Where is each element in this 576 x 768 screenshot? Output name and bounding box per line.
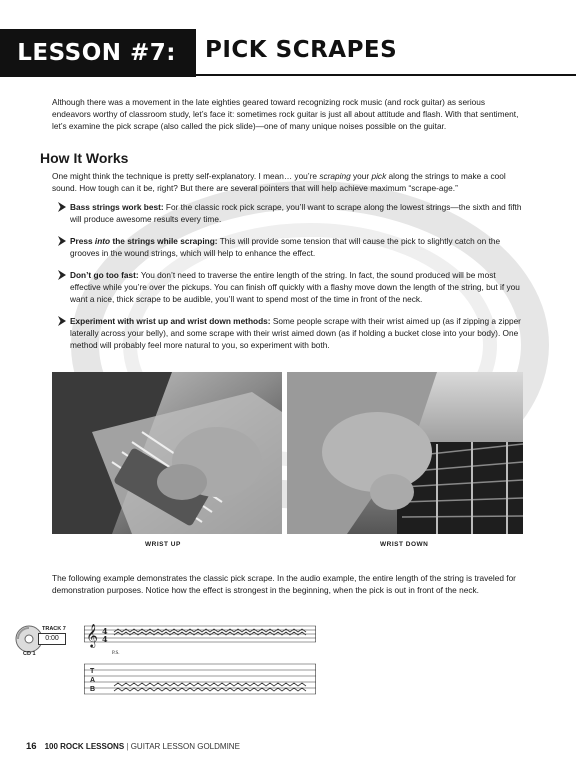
page-footer <box>26 741 240 752</box>
arrow-bullet-icon <box>58 269 70 282</box>
lesson-number: LESSON #7: <box>17 40 176 66</box>
wrist-down-caption: WRIST DOWN <box>380 541 429 548</box>
series-title: GUITAR LESSON GOLDMINE <box>130 742 240 751</box>
cd-label: CD 1 <box>23 651 36 657</box>
example-paragraph: The following example demonstrates the classic pick scrape. In the audio example, the entire length of the string is traveled for demonstration purposes. Notice how the effect is strongest in the beginning, when the pick is out in front of the neck. <box>52 573 516 596</box>
intro-paragraph: Although there was a movement in the late eighties geared toward recognizing rock music (and rock guitar) as serious endeavors worthy of classroom study, let’s face it: sometimes rock guitar is just all about attitude and flash. With that sentiment, let’s examine the pick scrape (also called the pick slide)—one of many unique noises possible on the guitar. <box>52 97 519 132</box>
section-heading: How It Works <box>40 150 129 166</box>
tab-letter-a: A <box>90 677 96 684</box>
time-signature-top: 4 <box>102 626 108 636</box>
wrist-up-photo <box>52 372 282 534</box>
lesson-title: PICK SCRAPES <box>205 37 398 63</box>
arrow-bullet-icon <box>58 315 70 328</box>
track-time: 0:00 <box>38 633 66 645</box>
tab-letter-t: T <box>90 668 95 675</box>
list-item: Experiment with wrist up and wrist down methods: Some people scrape with their wrist aimed up (as if zipping a zipper laterally across your belly), and some scrape with their wrist aimed down (as if holding a bucket close into your body). One method will probably feel more natural to you, so experiment with both. <box>58 315 528 352</box>
lesson-number-bar <box>0 29 196 77</box>
music-notation <box>84 620 316 700</box>
track-label: TRACK 7 <box>42 626 66 632</box>
list-item: Press into the strings while scraping: This will provide some tension that will cause the pick to slightly catch on the grooves in the wound strings, which will help to enhance the effect. <box>58 235 528 259</box>
book-title: 100 ROCK LESSONS <box>44 742 125 751</box>
pick-scrape-marking: P.S. <box>112 651 120 656</box>
wrist-up-caption: WRIST UP <box>145 541 181 548</box>
wrist-down-photo <box>287 372 523 534</box>
arrow-bullet-icon <box>58 235 70 248</box>
arrow-bullet-icon <box>58 201 70 214</box>
tips-list <box>58 201 528 361</box>
list-item: Don’t go too fast: You don’t need to traverse the entire length of the string. In fact, the sound produced will be most effective while you’re over the pickups. You can finish off quickly with a flashy move down the length of the string, but if you want a nice, thick scrape to be audible, you’ll want to spend most of the time in front of the neck. <box>58 269 528 306</box>
page-number: 16 <box>26 741 37 752</box>
footer-separator: | <box>126 742 129 751</box>
header-rule <box>196 74 576 76</box>
list-item: Bass strings work best: For the classic rock pick scrape, you’ll want to scrape along the lowest strings—the sixth and fifth will produce awesome results every time. <box>58 201 528 225</box>
tab-letter-b: B <box>90 686 96 693</box>
treble-clef-icon: 𝄞 <box>86 623 98 647</box>
how-it-works-paragraph: One might think the technique is pretty self-explanatory. I mean… you’re scraping your pick along the strings to make a cool sound. How tough can it be, right? But there are several pointers that will help achieve maximum “scrape-age.” <box>52 171 506 194</box>
time-signature-bottom: 4 <box>102 634 108 644</box>
